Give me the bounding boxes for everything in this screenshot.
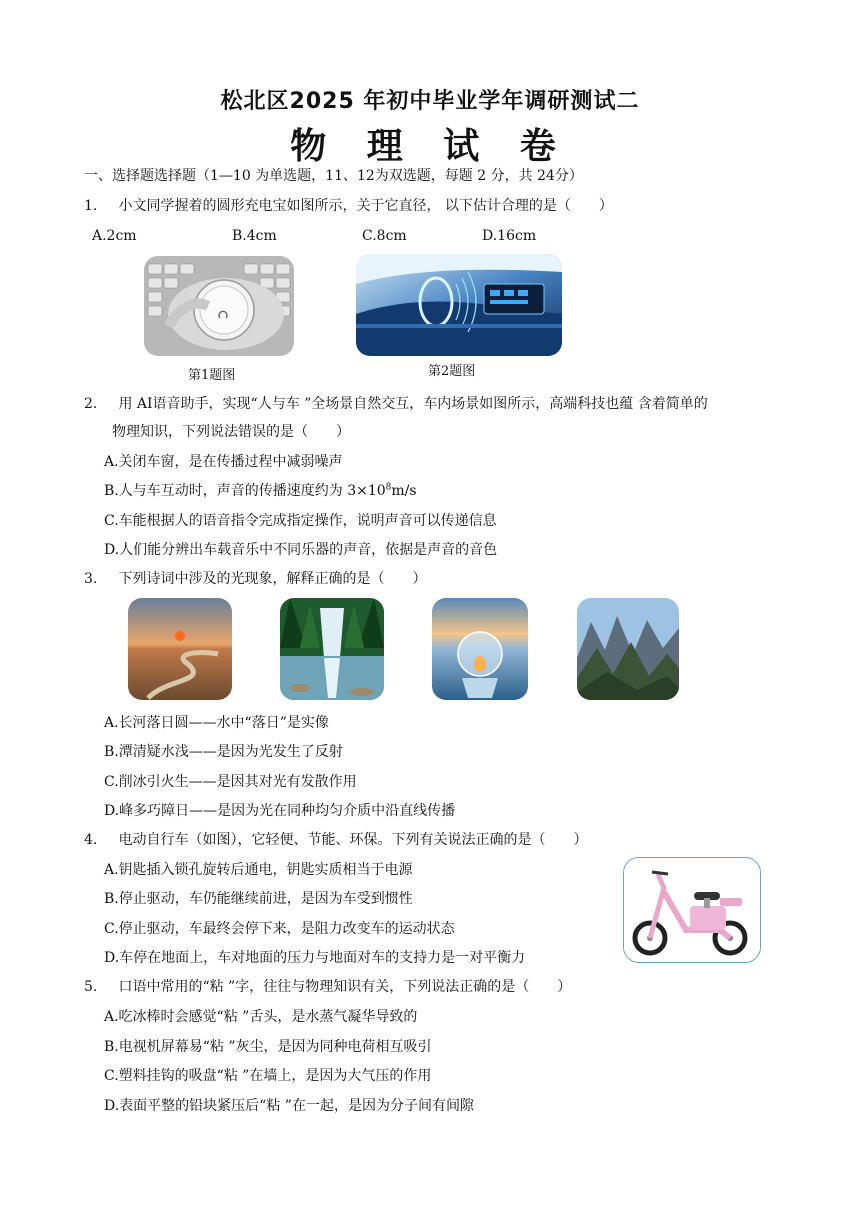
question-1 — [84, 196, 613, 216]
question-text: 电动自行车（如图），它轻便、节能、环保。下列有关说法正确的是（ ） — [118, 832, 588, 848]
question-2 — [84, 394, 708, 414]
question-number: 5. — [84, 979, 98, 995]
q5-option-c: C.塑料挂钩的吸盘“粘 ”在墙上，是因为大气压的作用 — [104, 1068, 432, 1084]
q3-option-c: C.削冰引火生——是因其对光有发散作用 — [104, 774, 357, 790]
q4-option-b: B.停止驱动，车仍能继续前进，是因为车受到惯性 — [104, 891, 413, 907]
question-number: 4. — [84, 832, 98, 848]
q4-option-d: D.车停在地面上，车对地面的压力与地面对车的支持力是一对平衡力 — [104, 950, 526, 966]
q4-option-c: C.停止驱动，车最终会停下来，是阻力改变车的运动状态 — [104, 921, 455, 937]
question-number: 2. — [84, 396, 98, 412]
question-text: 用 AI语音助手，实现“人与车 ”全场景自然交互，车内场景如图所示，高端科技也蕴 含着简单的 — [118, 396, 708, 412]
question-text: 口语中常用的“粘 ”字，往往与物理知识有关，下列说法正确的是（ ） — [118, 979, 572, 995]
q2-option-d: D.人们能分辨出车载音乐中不同乐器的声音，依据是声音的音色 — [104, 542, 498, 558]
exam-title: 松北区2025 年初中毕业学年调研测试二 — [220, 89, 640, 114]
figure-2-caption: 第2题图 — [428, 364, 476, 379]
q1-choice-c: C.8cm — [362, 228, 407, 244]
q5-option-a: A.吃冰棒时会感觉“粘 ”舌头，是水蒸气凝华导致的 — [104, 1009, 418, 1025]
exam-subtitle: 物 理 试 卷 — [290, 125, 570, 167]
q5-option-d: D.表面平整的铅块紧压后“粘 ”在一起，是因为分子间有间隙 — [104, 1098, 474, 1114]
sunset-river-image — [128, 598, 232, 700]
q1-choice-d: D.16cm — [482, 228, 537, 244]
mountain-peaks-image — [577, 598, 679, 700]
question-4 — [84, 830, 587, 850]
ice-lens-image — [432, 598, 528, 700]
q2-option-c: C.车能根据人的语音指令完成指定操作，说明声音可以传递信息 — [104, 513, 497, 529]
q3-option-a: A.长河落日圆——水中“落日”是实像 — [104, 715, 329, 731]
question-3 — [84, 569, 426, 589]
question-5 — [84, 977, 571, 997]
forest-lake-image — [280, 598, 384, 700]
car-interior-image — [356, 254, 562, 356]
q1-choice-a: A.2cm — [92, 228, 137, 244]
q2-option-a: A.关闭车窗，是在传播过程中减弱噪声 — [104, 454, 343, 470]
question-text: 小文同学握着的圆形充电宝如图所示，关于它直径， 以下估计合理的是（ ） — [118, 198, 613, 214]
q2-option-b: B.人与车互动时，声音的传播速度约为 $3\times 10^8m/s$ — [104, 482, 417, 499]
question-number: 1. — [84, 198, 98, 214]
figure-1-caption: 第1题图 — [188, 368, 236, 383]
question-text: 下列诗词中涉及的光现象，解释正确的是（ ） — [118, 571, 427, 587]
e-bike-image — [623, 857, 761, 963]
q1-choice-b: B.4cm — [232, 228, 277, 244]
question-2-continued: 物理知识，下列说法错误的是（ ） — [112, 424, 350, 440]
section-heading: 一、选择题选择题（1—10 为单选题，11、12为双选题，每题 2 分，共 24分） — [84, 168, 583, 184]
q4-option-a: A.钥匙插入锁孔旋转后通电，钥匙实质相当于电源 — [104, 862, 413, 878]
power-bank-image — [144, 256, 294, 356]
q5-option-b: B.电视机屏幕易“粘 ”灰尘，是因为同种电荷相互吸引 — [104, 1039, 432, 1055]
question-number: 3. — [84, 571, 98, 587]
q3-option-d: D.峰多巧障日——是因为光在同种均匀介质中沿直线传播 — [104, 803, 456, 819]
q3-option-b: B.潭清疑水浅——是因为光发生了反射 — [104, 744, 343, 760]
